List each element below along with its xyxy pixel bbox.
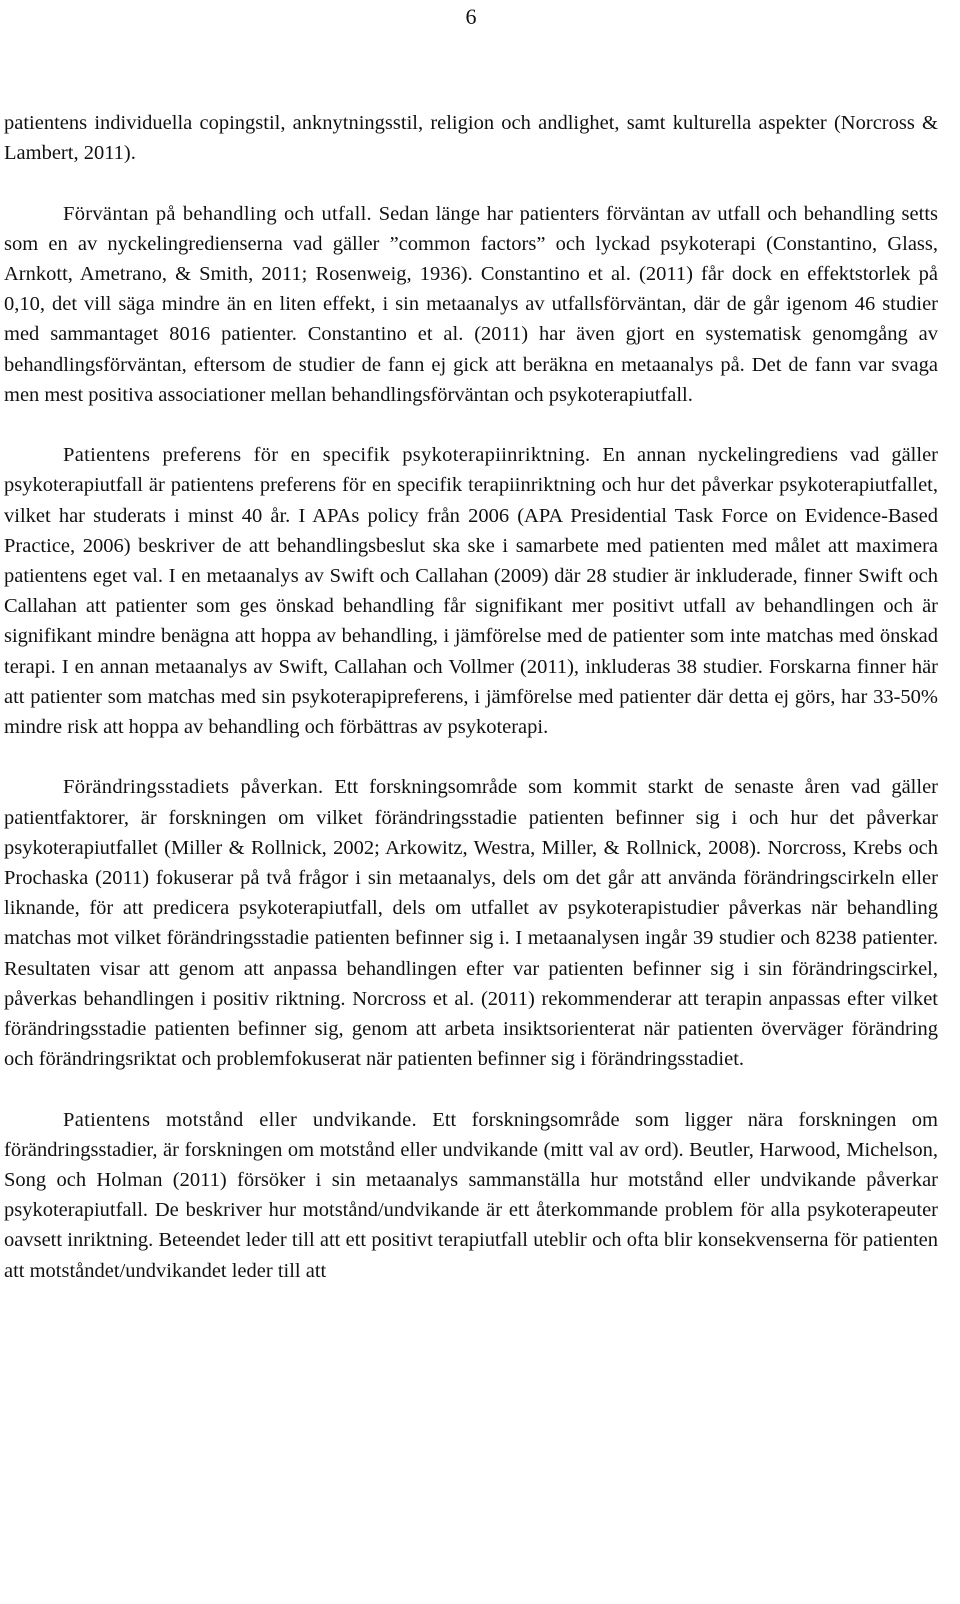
paragraph-5-text: Ett forskningsområde som ligger nära forskningen om förändringsstadier, är forskningen om motstånd eller undvikande (mitt val av ord). Beutler, Harwood, Michelson, Song och Holman (2011) försöker i sin metaanalys sammanställa hur motstånd eller undvikande påverkar psykoterapiutfall. De beskriver hur motstånd/undvikande är ett återkommande problem för alla psykoterapeuter oavsett inriktning. Beteendet leder till att ett positivt terapiutfall uteblir och ofta blir konsekvenserna för patienten att motståndet/undvikandet leder till att bbox=[4, 1108, 938, 1282]
page-number: 6 bbox=[465, 4, 477, 29]
body-text bbox=[4, 108, 938, 1286]
paragraph-3-heading: Patientens preferens för en specifik psykoterapiinriktning. bbox=[63, 444, 591, 467]
paragraph-1 bbox=[4, 108, 938, 168]
paragraph-1-text: patientens individuella copingstil, anknytningsstil, religion och andlighet, samt kulturella aspekter (Norcross & Lambert, 2011). bbox=[4, 112, 938, 165]
paragraph-2 bbox=[4, 199, 938, 410]
paragraph-3-text: En annan nyckelingrediens vad gäller psykoterapiutfall är patientens preferens för en specifik terapiinriktning och hur det påverkar psykoterapiutfallet, vilket har studerats i minst 40 år. I APAs policy från 2006 (APA Presidential Task Force on Evidence-Based Practice, 2006) beskriver de att behandlingsbeslut ska ske i samarbete med patienten med målet att maximera patientens eget val. I en metaanalys av Swift och Callahan (2009) där 28 studier är inkluderade, finner Swift och Callahan att patienter som ges önskad behandling får signifikant mer positivt utfall av behandlingen och är signifikant mindre benägna att hoppa av behandling, i jämförelse med de patienter som inte matchas med önskad terapi. I en annan metaanalys av Swift, Callahan och Vollmer (2011), inkluderas 38 studier. Forskarna finner här att patienter som matchas med sin psykoterapipreferens, i jämförelse med patienter där detta ej görs, har 33-50% mindre risk att hoppa av behandling och förbättras av psykoterapi. bbox=[4, 444, 938, 739]
paragraph-4-heading: Förändringsstadiets påverkan. bbox=[63, 776, 324, 799]
paragraph-5-heading: Patientens motstånd eller undvikande. bbox=[63, 1108, 417, 1131]
paragraph-2-text: Sedan länge har patienters förväntan av utfall och behandling setts som en av nyckelingredienserna vad gäller ”common factors” och lyckad psykoterapi (Constantino, Glass, Arnkott, Ametrano, & Smith, 2011; Rosenweig, 1936). Constantino et al. (2011) får dock en effektstorlek på 0,10, det vill säga mindre än en liten effekt, i sin metaanalys av utfallsförväntan, där de går igenom 46 studier med sammantaget 8016 patienter. Constantino et al. (2011) har även gjort en systematisk genomgång av behandlingsförväntan, eftersom de studier de fann ej gick att beräkna en metaanalys på. Det de fann var svaga men mest positiva associationer mellan behandlingsförväntan och psykoterapiutfall. bbox=[4, 202, 939, 406]
paragraph-3 bbox=[4, 440, 938, 742]
paragraph-5 bbox=[4, 1105, 938, 1286]
paragraph-2-heading: Förväntan på behandling och utfall. bbox=[63, 202, 372, 225]
paragraph-4 bbox=[4, 772, 938, 1074]
paragraph-4-text: Ett forskningsområde som kommit starkt de senaste åren vad gäller patientfaktorer, är forskningen om vilket förändringsstadie patienten befinner sig i och hur det påverkar psykoterapiutfallet (Miller & Rollnick, 2002; Arkowitz, Westra, Miller, & Rollnick, 2008). Norcross, Krebs och Prochaska (2011) fokuserar på två frågor i sin metaanalys, dels om det går att använda förändringscirkeln eller liknande, för att predicera psykoterapiutfall, dels om utfallet av psykoterapistudier påverkas när behandling matchas mot vilket förändringsstadie patienten befinner sig i. I metaanalysen ingår 39 studier och 8238 patienter. Resultaten visar att genom att anpassa behandlingen efter var patienten befinner sig i sin förändringscirkel, påverkas behandlingen i positiv riktning. Norcross et al. (2011) rekommenderar att terapin anpassas efter vilket förändringsstadie patienten befinner sig, genom att arbeta insiktsorienterat när patienten överväger förändring och förändringsriktat och problemfokuserat när patienten befinner sig i förändringsstadiet. bbox=[4, 776, 938, 1071]
